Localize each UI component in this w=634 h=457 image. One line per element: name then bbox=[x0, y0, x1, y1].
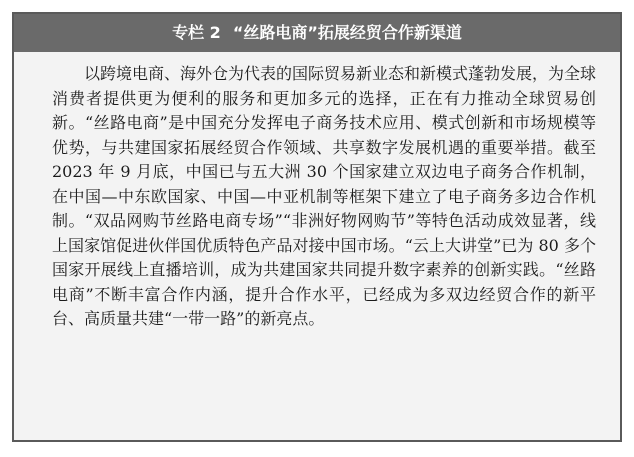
box-header bbox=[14, 14, 620, 52]
box-title: “丝路电商”拓展经贸合作新渠道 bbox=[232, 23, 462, 42]
feature-box bbox=[12, 12, 622, 442]
box-body-text: 以跨境电商、海外仓为代表的国际贸易新业态和新模式蓬勃发展，为全球消费者提供更为便利的服务和更加多元的选择，正在有力推动全球贸易创新。“丝路电商”是中国充分发挥电子商务技术应用、模式创新和市场规模等优势，与共建国家拓展经贸合作领域、共享数字发展机遇的重要举措。截至 2023 年 9 月底，中国已与五大洲 30 个国家建立双边电子商务合作机制，在中国—中东欧国家、中国—中亚机制等框架下建立了电子商务多边合作机制。“双品网购节丝路电商专场”“非洲好物网购节”等特色活动成效显著，线上国家馆促进伙伴国优质特色产品对接中国市场。“云上大讲堂”已为 80 多个国家开展线上直播培训，成为共建国家共同提升数字素养的创新实践。“丝路电商”不断丰富合作内涵，提升合作水平，已经成为多双边经贸合作的新平台、高质量共建“一带一路”的新亮点。 bbox=[52, 64, 597, 328]
box-label: 专栏 2 bbox=[172, 23, 221, 42]
